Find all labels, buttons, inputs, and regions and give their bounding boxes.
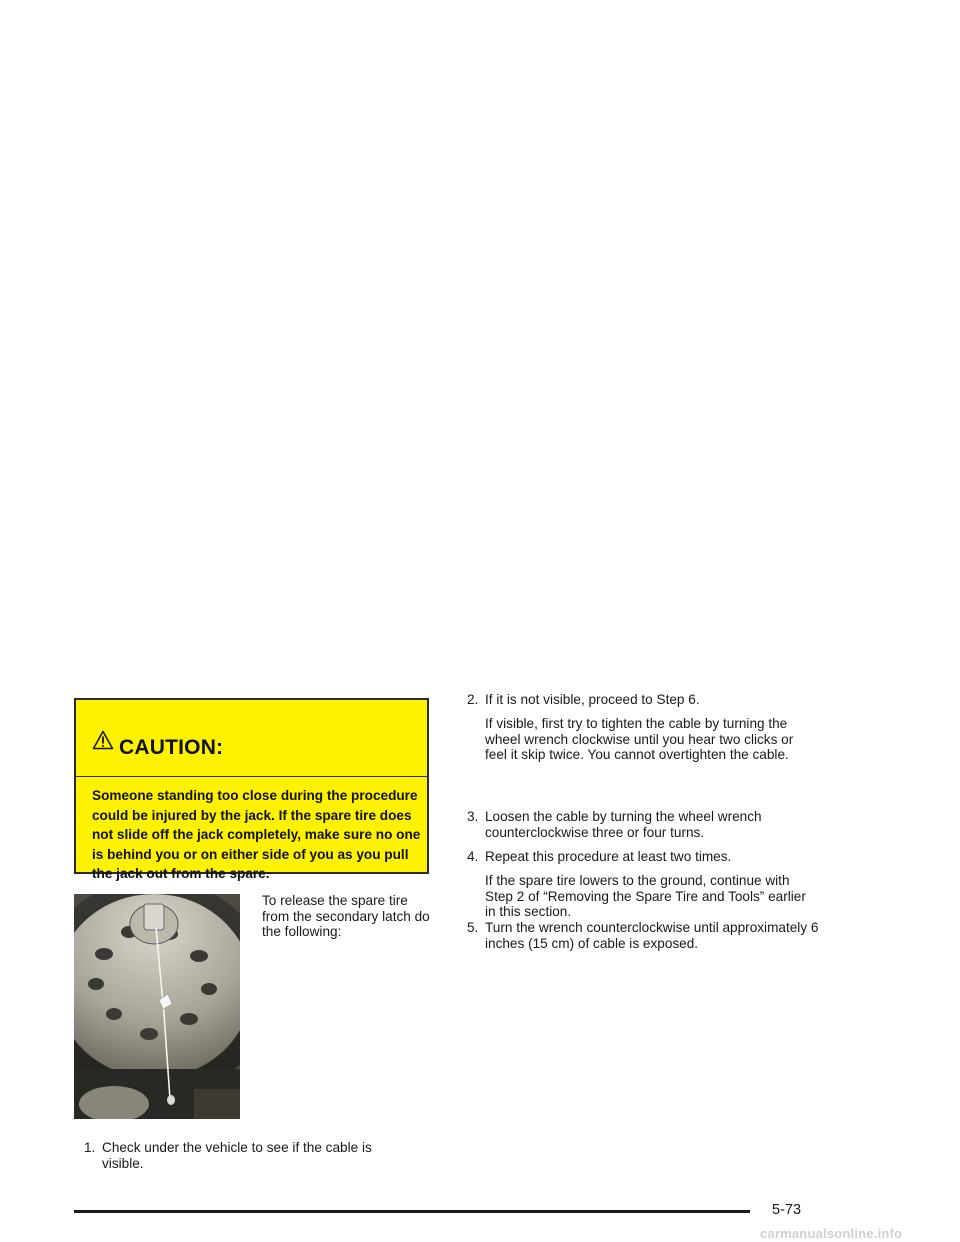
step-2 xyxy=(467,692,827,708)
step-1 xyxy=(84,1140,404,1171)
caution-title: CAUTION: xyxy=(119,736,224,759)
footer-rule xyxy=(74,1210,750,1213)
step-text: If it is not visible, proceed to Step 6. xyxy=(485,692,700,707)
caution-box xyxy=(74,698,429,881)
step-5 xyxy=(467,920,827,951)
step-text: Check under the vehicle to see if the cable is visible. xyxy=(102,1140,372,1171)
page-number: 5-73 xyxy=(772,1202,802,1218)
step-4-note: If the spare tire lowers to the ground, continue with Step 2 of “Removing the Spare Tire and Tools” earlier in this section. xyxy=(485,873,806,919)
step-text: Loosen the cable by turning the wheel wrench counterclockwise three or four turns. xyxy=(485,809,762,840)
caution-text: Someone standing too close during the procedure could be injured by the jack. If the spare tire does not slide off the jack completely, make sure no one is behind you or on either side of you as you pull the jack out from the spare. xyxy=(92,788,421,881)
step-number: 5. xyxy=(467,920,479,935)
step-number: 2. xyxy=(467,692,479,707)
spare-tire-photo xyxy=(74,894,240,1119)
step-number: 1. xyxy=(84,1140,96,1155)
caution-header xyxy=(76,700,427,777)
step-4 xyxy=(467,849,827,865)
warning-triangle-icon xyxy=(92,730,114,750)
step-3 xyxy=(467,809,827,840)
spare-tire-illustration xyxy=(74,894,240,1119)
step-text: Turn the wrench counterclockwise until approximately 6 inches (15 cm) of cable is exposed. xyxy=(485,920,819,951)
watermark: carmanualsonline.info xyxy=(760,1226,903,1241)
step-text: Repeat this procedure at least two times. xyxy=(485,849,732,864)
step-number: 3. xyxy=(467,809,479,824)
step-number: 4. xyxy=(467,849,479,864)
step-2-note: If visible, first try to tighten the cable by turning the wheel wrench clockwise until you hear two clicks or feel it skip twice. You cannot overtighten the cable. xyxy=(485,716,794,762)
photo-caption: To release the spare tire from the secondary latch do the following: xyxy=(262,893,430,939)
